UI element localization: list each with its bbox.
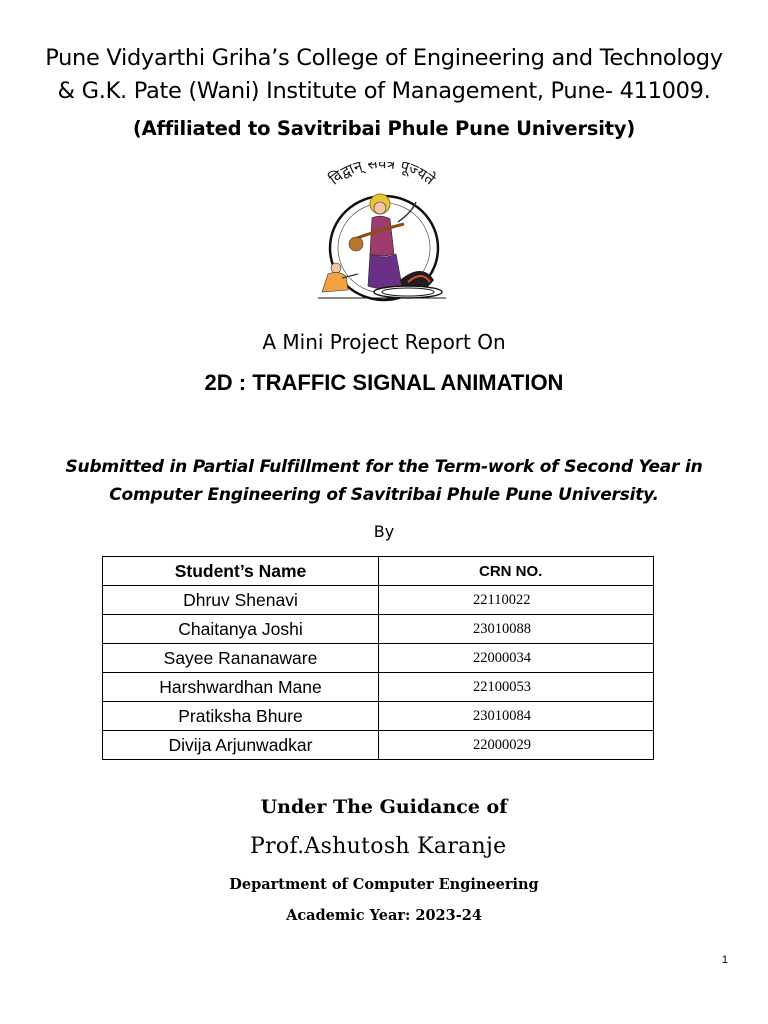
student-crn: 22100053	[379, 673, 654, 702]
student-name: Harshwardhan Mane	[103, 673, 379, 702]
affiliation: (Affiliated to Savitribai Phule Pune University)	[132, 117, 636, 140]
student-crn: 22110022	[379, 586, 654, 615]
page-number: 1	[721, 954, 728, 966]
submission-line1: Submitted in Partial Fulfillment for the Term-work of Second Year in	[65, 457, 703, 477]
report-intro: A Mini Project Report On	[262, 330, 506, 354]
college-name-line2: & G.K. Pate (Wani) Institute of Management, Pune- 411009.	[57, 78, 711, 104]
students-table	[102, 556, 654, 760]
table-row	[103, 731, 654, 760]
project-title: 2D : TRAFFIC SIGNAL ANIMATION	[204, 370, 564, 395]
svg-text:विद्वान् सर्वत्र पूज्यते	[326, 162, 439, 189]
student-crn: 23010084	[379, 702, 654, 731]
student-name: Divija Arjunwadkar	[103, 731, 379, 760]
submission-line2: Computer Engineering of Savitribai Phule Pune University.	[109, 485, 659, 505]
logo-motto: विद्वान् सर्वत्र पूज्यते	[325, 162, 439, 189]
academic-year: Academic Year: 2023-24	[286, 907, 482, 924]
table-row	[103, 644, 654, 673]
table-row	[103, 615, 654, 644]
by-label: By	[373, 522, 395, 541]
crn-header: CRN NO.	[379, 557, 654, 586]
student-name-header: Student’s Name	[103, 557, 379, 586]
college-logo	[312, 162, 452, 304]
table-header-row	[103, 557, 654, 586]
student-crn: 23010088	[379, 615, 654, 644]
student-name: Sayee Rananaware	[103, 644, 379, 673]
saraswati-emblem-icon	[312, 162, 452, 304]
college-name-line1: Pune Vidyarthi Griha’s College of Engineering and Technology	[45, 45, 723, 71]
student-name: Chaitanya Joshi	[103, 615, 379, 644]
guide-name: Prof.Ashutosh Karanje	[250, 834, 507, 859]
college-name	[0, 42, 768, 108]
department: Department of Computer Engineering	[229, 876, 539, 893]
guidance-heading: Under The Guidance of	[260, 796, 508, 818]
student-name: Pratiksha Bhure	[103, 702, 379, 731]
table-row	[103, 586, 654, 615]
table-row	[103, 673, 654, 702]
student-crn: 22000034	[379, 644, 654, 673]
table-row	[103, 702, 654, 731]
submission-statement	[40, 453, 728, 509]
student-name: Dhruv Shenavi	[103, 586, 379, 615]
student-crn: 22000029	[379, 731, 654, 760]
